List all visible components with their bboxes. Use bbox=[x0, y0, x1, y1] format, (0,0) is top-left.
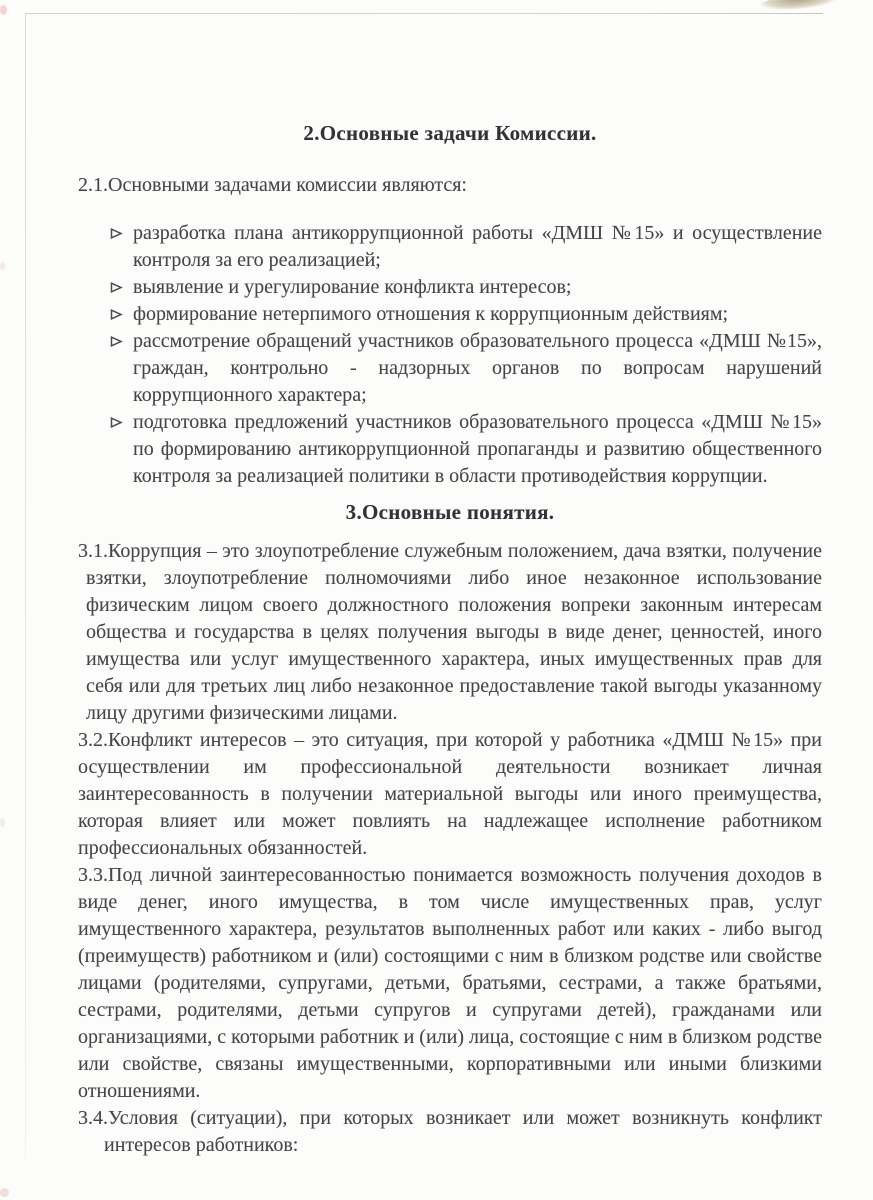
clause-2-1-intro: 2.1.Основными задачами комиссии являются: bbox=[78, 174, 467, 196]
document-content bbox=[78, 0, 822, 1159]
list-item-text: рассмотрение обращений участников образовательного процесса «ДМШ №15», граждан, контрольно - надзорных органов по вопросам нарушений коррупционного характера; bbox=[133, 330, 822, 406]
clause-3-3: 3.3.Под личной заинтересованностью понимается возможность получения доходов в виде денег, иного имущества, в том числе имущественных прав, услуг имущественного характера, результатов выполненных работ или каких - либо выгод (преимуществ) работником и (или) состоящими с ним в близком родстве или свойстве лицами (родителями, супругами, детьми, братьями, сестрами, а также братьями, сестрами, родителями, детьми супругов и супругами детей), гражданами или организациями, с которыми работник и (или) лица, состоящие с ним в близком родстве или свойстве, связаны имущественными, корпоративными или иными близкими отношениями. bbox=[78, 864, 822, 1102]
list-item bbox=[78, 409, 822, 490]
list-item-text: выявление и урегулирование конфликта интересов; bbox=[133, 276, 572, 298]
arrow-bullet-icon bbox=[110, 409, 133, 429]
commission-tasks-list bbox=[78, 220, 822, 490]
list-item-text: подготовка предложений участников образовательного процесса «ДМШ №15» по формированию антикоррупционной пропаганды и развитию общественного контроля за реализацией политики в области противодействия коррупции. bbox=[133, 411, 822, 487]
list-item bbox=[78, 328, 822, 409]
list-item bbox=[78, 220, 822, 274]
scan-speck bbox=[0, 5, 7, 15]
list-item bbox=[78, 274, 822, 301]
list-item-text: формирование нетерпимого отношения к коррупционным действиям; bbox=[133, 303, 729, 325]
scan-speck bbox=[0, 262, 5, 270]
clause-3-4: 3.4.Условия (ситуации), при которых возникает или может возникнуть конфликт интересов работников: bbox=[78, 1107, 822, 1156]
list-item bbox=[78, 301, 822, 328]
scan-edge-vertical-line bbox=[25, 13, 26, 1158]
clause-3-1: 3.1.Коррупция – это злоупотребление служебным положением, дача взятки, получение взятки, злоупотребление полномочиями либо иное незаконное использование физическим лицом своего должностного положения вопреки законным интересам общества и государства в целях получения выгоды в виде денег, ценностей, иного имущества или услуг имущественного характера, иных имущественных прав для себя или для третьих лиц либо незаконное предоставление такой выгоды указанному лицу другими физическими лицами. bbox=[78, 540, 822, 724]
scan-speck bbox=[0, 818, 5, 827]
list-item-text: разработка плана антикоррупционной работы «ДМШ №15» и осуществление контроля за его реализацией; bbox=[133, 222, 822, 271]
section-2-heading: 2.Основные задачи Комиссии. bbox=[303, 121, 597, 145]
arrow-bullet-icon bbox=[110, 301, 133, 321]
scan-speck bbox=[0, 1188, 9, 1197]
arrow-bullet-icon bbox=[110, 274, 133, 294]
arrow-bullet-icon bbox=[110, 220, 133, 240]
section-3-heading: 3.Основные понятия. bbox=[345, 500, 555, 524]
arrow-bullet-icon bbox=[110, 328, 133, 348]
clause-3-2: 3.2.Конфликт интересов – это ситуация, при которой у работника «ДМШ №15» при осуществлении им профессиональной деятельности возникает личная заинтересованность в получении материальной выгоды или иного преимущества, которая влияет или может повлиять на надлежащее исполнение работником профессиональных обязанностей. bbox=[78, 729, 822, 859]
